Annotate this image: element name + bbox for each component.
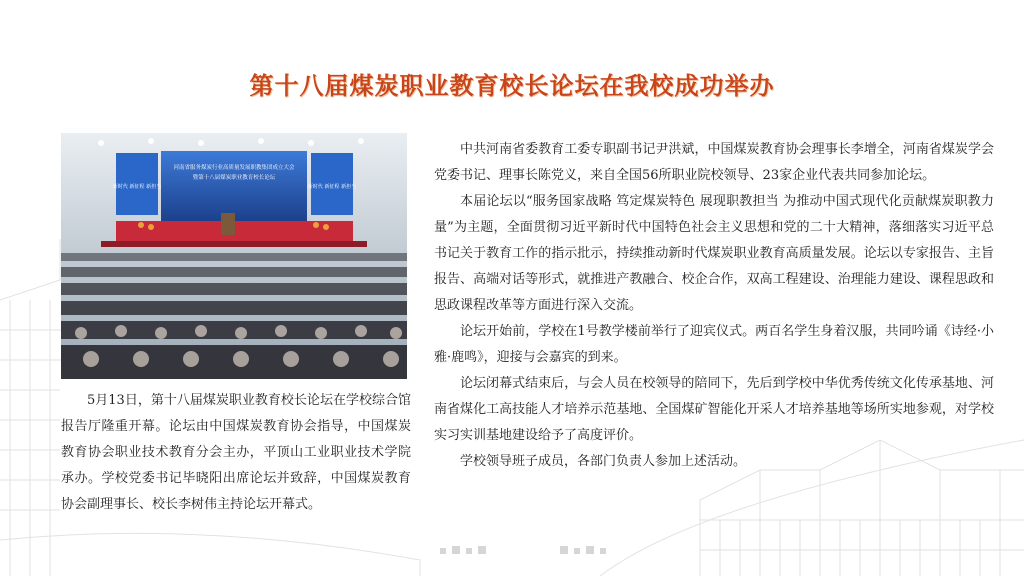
body-paragraph: 中共河南省委教育工委专职副书记尹洪斌，中国煤炭教育协会理事长李增全，河南省煤炭学会党委书记、理事长陈党义，来自全国56所职业院校领导、23家企业代表共同参加论坛。 <box>434 142 994 183</box>
photo-banner-line2: 暨第十八届煤炭职业教育校长论坛 <box>192 175 276 181</box>
article-body <box>434 137 994 475</box>
photo-left-screen-text: 新时代 新征程 新担当 <box>112 184 162 190</box>
body-paragraph: 论坛闭幕式结束后，与会人员在校领导的陪同下，先后到学校中华优秀传统文化传承基地、河南省煤化工高技能人才培养示范基地、全国煤矿智能化开采人才培养基地等场所实地参观，对学校实习实训基地建设给予了高度评价。 <box>434 376 994 443</box>
photo-right-screen-text: 新时代 新征程 新担当 <box>307 184 357 190</box>
body-paragraph: 论坛开始前，学校在1号教学楼前举行了迎宾仪式。两百名学生身着汉服，共同吟诵《诗经·小雅·鹿鸣》，迎接与会嘉宾的到来。 <box>434 324 994 365</box>
photo-caption-paragraph: 5月13日，第十八届煤炭职业教育校长论坛在学校综合馆报告厅隆重开幕。论坛由中国煤炭教育协会指导，中国煤炭教育协会职业技术教育分会主办，平顶山工业职业技术学院承办。学校党委书记毕晓阳出席论坛并致辞，中国煤炭教育协会副理事长、校长李树伟主持论坛开幕式。 <box>61 393 411 512</box>
body-paragraph: 学校领导班子成员，各部门负责人参加上述活动。 <box>460 454 747 469</box>
body-paragraph: 本届论坛以“服务国家战略 笃定煤炭特色 展现职教担当 为推动中国式现代化贡献煤炭职教力量”为主题，全面贯彻习近平新时代中国特色社会主义思想和党的二十大精神，落细落实习近平总书记关于教育工作的指示批示，持续推动新时代煤炭职业教育高质量发展。论坛以专家报告、主旨报告、高端对话等形式，就推进产教融合、校企合作，双高工程建设、治理能力建设、课程思政和思政课程改革等方面进行深入交流。 <box>434 194 994 313</box>
article-title: 第十八届煤炭职业教育校长论坛在我校成功举办 <box>249 72 775 100</box>
event-photo <box>61 133 407 379</box>
photo-banner-line1: 河南省服务煤炭行业高质量发展职教集团成立大会 <box>173 165 295 171</box>
